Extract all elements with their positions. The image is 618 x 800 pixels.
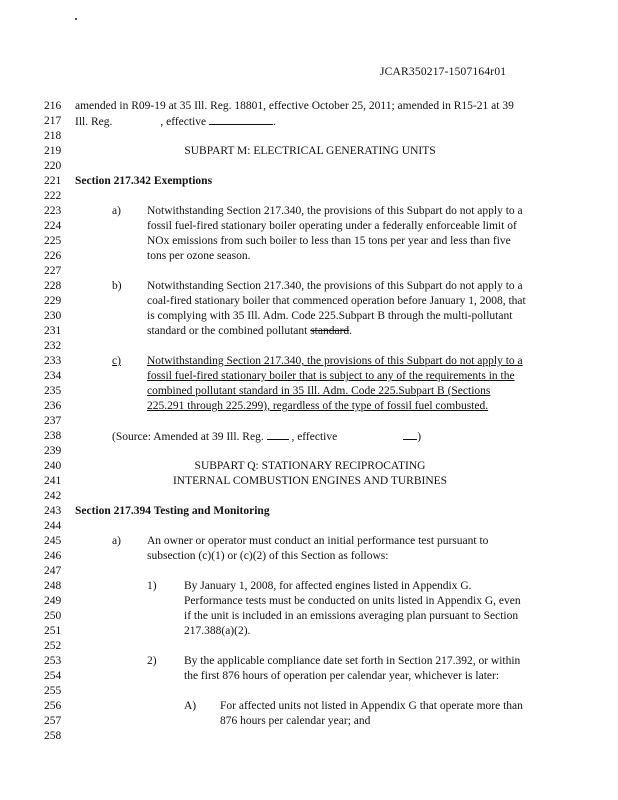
source-amended: (Source: Amended at 39 Ill. Reg.: [112, 431, 264, 443]
line-number: 236: [44, 400, 62, 412]
line-number: 249: [44, 595, 62, 607]
line-number: 239: [44, 445, 62, 457]
item-2-line: the first 876 hours of operation per calendar year, whichever is later:: [184, 670, 500, 682]
line-number: 224: [44, 220, 62, 232]
line-number: 244: [44, 520, 62, 532]
line-number: 251: [44, 625, 62, 637]
subsection-a-line: Notwithstanding Section 217.340, the provisions of this Subpart do not apply to a: [147, 205, 523, 217]
section-394-heading: Section 217.394 Testing and Monitoring: [75, 505, 270, 517]
intro-line-2: [75, 114, 276, 130]
line-number: 231: [44, 325, 62, 337]
line-number: 253: [44, 655, 62, 667]
line-number: 256: [44, 700, 62, 712]
intro-effective-label: , effective: [160, 116, 207, 128]
item-1-line: Performance tests must be conducted on units listed in Appendix G, even: [184, 595, 521, 607]
line-number: 216: [44, 100, 62, 112]
line-number: 221: [44, 175, 62, 187]
line-number: 227: [44, 265, 62, 277]
subsection-a-line: tons per ozone season.: [147, 250, 251, 262]
blank-field: [267, 429, 289, 440]
subsection-394a-line: subsection (c)(1) or (c)(2) of this Section as follows:: [147, 550, 389, 562]
item-A-line: 876 hours per calendar year; and: [220, 715, 371, 727]
line-number: 247: [44, 565, 62, 577]
item-A-line: For affected units not listed in Appendix G that operate more than: [220, 700, 523, 712]
line-number: 248: [44, 580, 62, 592]
intro-period: .: [273, 116, 276, 128]
line-number: 226: [44, 250, 62, 262]
line-number: 232: [44, 340, 62, 352]
line-number: 258: [44, 730, 62, 742]
line-number: 250: [44, 610, 62, 622]
source-note: [112, 429, 421, 445]
line-number: 229: [44, 295, 62, 307]
blank-field: [209, 114, 273, 125]
subpart-q-title-line-1: SUBPART Q: STATIONARY RECIPROCATING: [194, 460, 426, 472]
item-1-line: if the unit is included in an emissions averaging plan pursuant to Section: [184, 610, 519, 622]
item-1-line: 217.388(a)(2).: [184, 625, 251, 637]
line-number: 241: [44, 475, 62, 487]
subsection-b-text: standard or the combined pollutant: [147, 325, 308, 337]
line-number: 246: [44, 550, 62, 562]
source-close: ): [417, 431, 422, 443]
line-number: 257: [44, 715, 62, 727]
subsection-c-line: Notwithstanding Section 217.340, the provisions of this Subpart do not apply to a: [147, 355, 523, 367]
subsection-a-line: NOx emissions from such boiler to less than 15 tons per year and less than five: [147, 235, 511, 247]
line-number: 228: [44, 280, 62, 292]
line-number: 220: [44, 160, 62, 172]
item-2-line: By the applicable compliance date set forth in Section 217.392, or within: [184, 655, 521, 667]
subsection-b-line: coal-fired stationary boiler that commenced operation before January 1, 2008, that: [147, 295, 526, 307]
subsection-394a-line: An owner or operator must conduct an initial performance test pursuant to: [147, 535, 489, 547]
subsection-b-line: Notwithstanding Section 217.340, the provisions of this Subpart do not apply to a: [147, 280, 523, 292]
subpart-q-title-line-2: INTERNAL COMBUSTION ENGINES AND TURBINES: [172, 475, 448, 487]
deleted-text: standard: [310, 325, 350, 337]
line-number: 222: [44, 190, 62, 202]
item-2-label: 2): [147, 655, 157, 667]
subsection-b-line: is complying with 35 Ill. Adm. Code 225.Subpart B through the multi-pollutant: [147, 310, 513, 322]
line-number: 243: [44, 505, 62, 517]
line-number: 223: [44, 205, 62, 217]
line-number: 255: [44, 685, 62, 697]
line-number: 254: [44, 670, 62, 682]
subsection-c-label: c): [112, 355, 121, 367]
subsection-394a-label: a): [112, 535, 121, 547]
section-342-heading: Section 217.342 Exemptions: [75, 175, 213, 187]
intro-line-1: amended in R09-19 at 35 Ill. Reg. 18801, effective October 25, 2011; amended in R15-21 at 39: [75, 100, 514, 112]
line-number: 219: [44, 145, 62, 157]
line-number: 242: [44, 490, 62, 502]
document-id: JCAR350217-1507164r01: [380, 66, 507, 78]
subsection-b-line: [147, 324, 352, 339]
scan-speck: [75, 18, 77, 20]
subsection-c-line: combined pollutant standard in 35 Ill. Adm. Code 225.Subpart B (Sections: [147, 385, 491, 397]
intro-reg-label: Ill. Reg.: [75, 116, 113, 128]
line-number: 234: [44, 370, 62, 382]
line-number: 245: [44, 535, 62, 547]
item-A-label: A): [184, 700, 197, 712]
subsection-b-label: b): [112, 280, 122, 292]
subsection-a-label: a): [112, 205, 121, 217]
line-number: 238: [44, 430, 62, 442]
subsection-b-period: .: [349, 325, 353, 337]
line-number: 218: [44, 130, 62, 142]
line-number: 233: [44, 355, 62, 367]
item-1-line: By January 1, 2008, for affected engines listed in Appendix G.: [184, 580, 472, 592]
line-number: 230: [44, 310, 62, 322]
blank-field: [403, 429, 417, 440]
subpart-m-title: SUBPART M: ELECTRICAL GENERATING UNITS: [184, 145, 436, 157]
line-number: 252: [44, 640, 62, 652]
source-effective: , effective: [291, 431, 338, 443]
line-number: 217: [44, 115, 62, 127]
item-1-label: 1): [147, 580, 157, 592]
subsection-c-line: 225.291 through 225.299), regardless of the type of fossil fuel combusted.: [147, 400, 489, 412]
subsection-a-line: fossil fuel-fired stationary boiler operating under a federally enforceable limit of: [147, 220, 517, 232]
line-number: 235: [44, 385, 62, 397]
line-number: 225: [44, 235, 62, 247]
subsection-c-line: fossil fuel-fired stationary boiler that is subject to any of the requirements in the: [147, 370, 515, 382]
line-number: 237: [44, 415, 62, 427]
line-number: 240: [44, 460, 62, 472]
